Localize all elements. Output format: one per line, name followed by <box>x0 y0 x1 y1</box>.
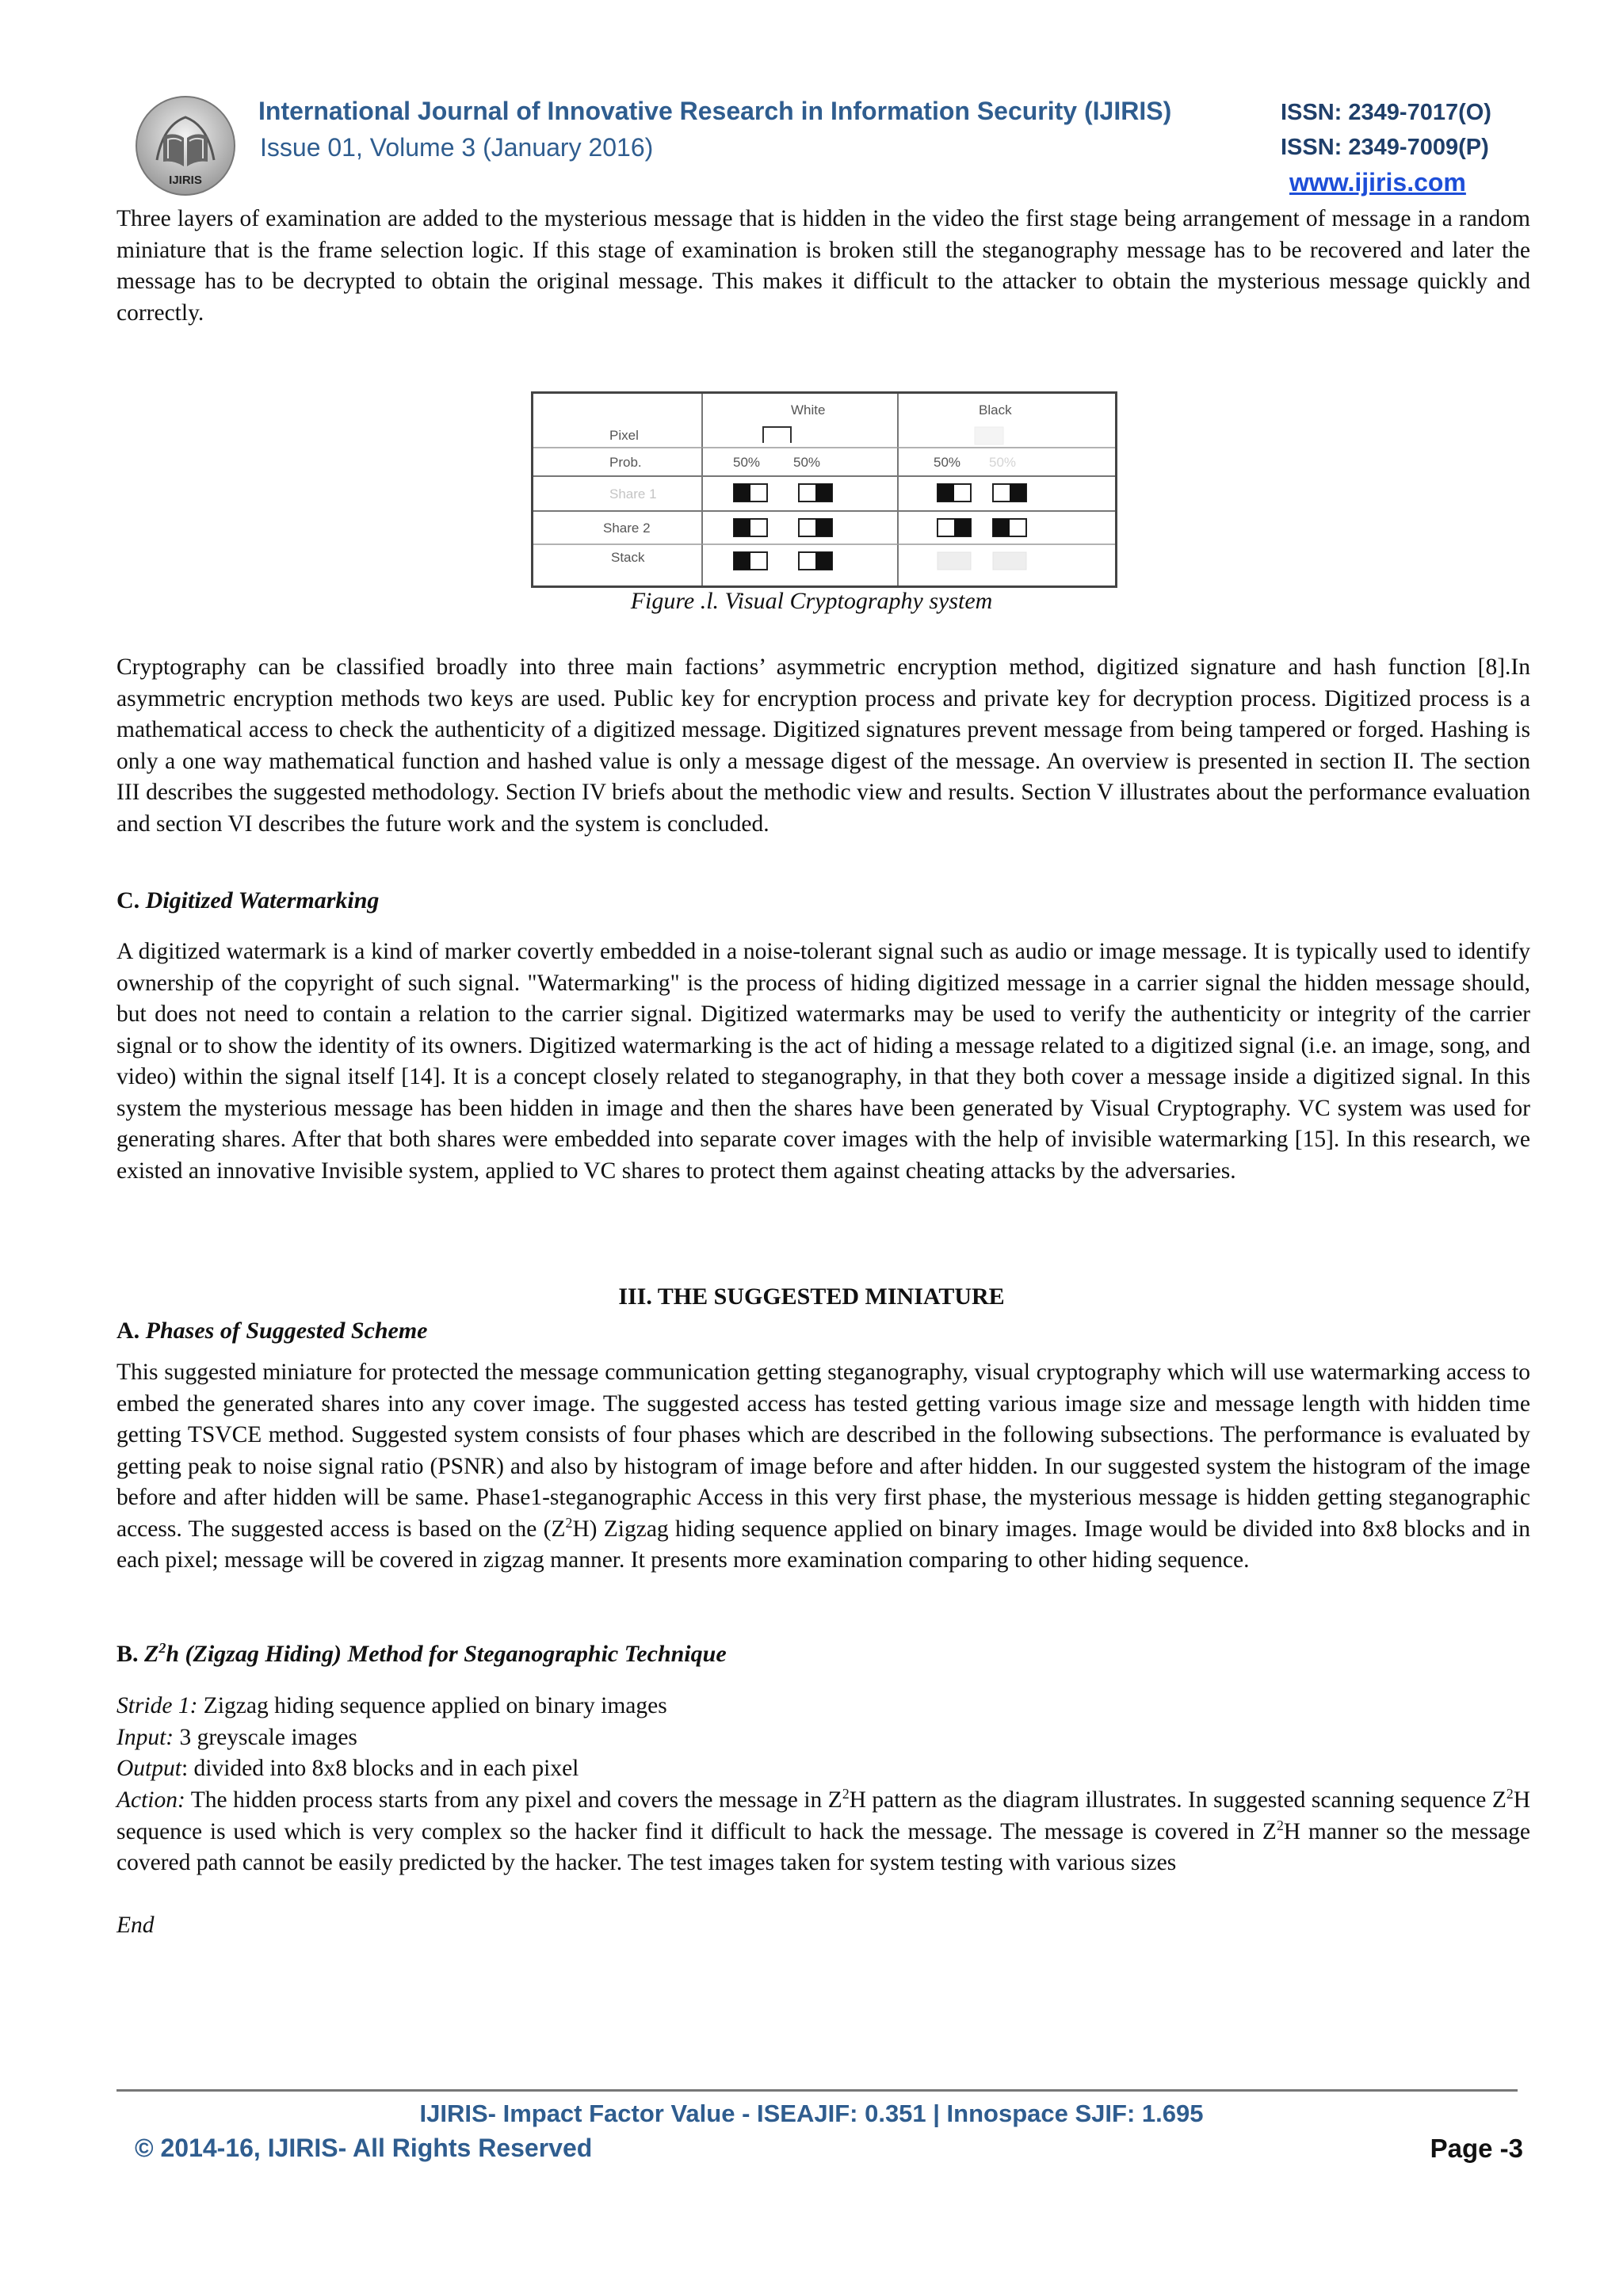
footer-copyright: © 2014-16, IJIRIS- All Rights Reserved <box>135 2134 593 2162</box>
action-paragraph: Action: The hidden process starts from any pixel and covers the message in $Z^2H$ pattern as the diagram illustrates. In suggested scanning sequence $Z^2H$ sequence is used which is very complex so the hacker find it difficult to hack the message. The message is covered in $Z^2H$ manner so the message covered path cannot be easily predicted by the hacker. The test images taken for system testing with various sizes <box>116 1786 1531 1875</box>
journal-issue: Issue 01, Volume 3 (January 2016) <box>260 133 654 162</box>
phases-paragraph: This suggested miniature for protected the message communication getting steganography, visual cryptography which will use watermarking access to embed the generated shares into any cover image. The suggested access has tested getting various image size and message length with hidden time getting TSVCE method. Suggested system consists of four phases which are described in the following subsections. The performance is evaluated by getting peak to noise signal ratio (PSNR) and also by histogram of image before and after hidden. In our suggested system the histogram of the image before and after hidden will be same. Phase1-steganographic Access in this very first phase, the mysterious message is hidden getting steganographic access. The suggested access is based on the $(Z^2H)$ Zigzag hiding sequence applied on binary images. Image would be divided into 8x8 blocks and in each pixel; message will be covered in zigzag manner. It presents more examination comparing to other hiding sequence. <box>116 1360 1530 1573</box>
stack-patterns <box>734 552 1026 570</box>
share1-patterns <box>734 484 1026 502</box>
prob-value-4: 50% <box>989 455 1017 470</box>
footer-impact-factor: IJIRIS- Impact Factor Value - ISEAJIF: 0.351 | Innospace SJIF: 1.695 <box>419 2100 1204 2127</box>
black-pixel-symbol <box>975 427 1003 444</box>
white-pixel-symbol <box>763 427 791 443</box>
logo-text: IJIRIS <box>169 174 202 187</box>
section-3-title: III. THE SUGGESTED MINIATURE <box>618 1283 1005 1310</box>
col-white-label: White <box>791 402 826 418</box>
share2-patterns <box>734 519 1026 536</box>
journal-title: International Journal of Innovative Research in Information Security (IJIRIS) <box>258 97 1172 125</box>
end-line: End <box>116 1913 155 1938</box>
stride-line: Stride 1: Zigzag hiding sequence applied on binary images <box>116 1693 667 1718</box>
row-share1-label: Share 1 <box>609 486 657 502</box>
journal-logo <box>133 93 238 198</box>
page-number: Page -3 <box>1430 2134 1523 2163</box>
figure-caption: Figure .l. Visual Cryptography system <box>630 588 993 614</box>
watermarking-paragraph: A digitized watermark is a kind of marker covertly embedded in a noise-tolerant signal such as audio or image message. It is typically used to identify ownership of the copyright of such signal. "Watermarking" is the process of hiding digitized message in a carrier signal the hidden message should, but does not need to contain a relation to the carrier signal. Digitized watermarks may be used to verify the authenticity or integrity of the carrier signal or to show the identity of its owners. Digitized watermarking is the act of hiding a message related to a digitized signal (i.e. an image, song, and video) within the signal itself [14]. It is a concept closely related to steganography, in that they both cover a message inside a digitized signal. In this system the mysterious message has been hidden in image and then the shares have been generated by Visual Cryptography. VC system was used for generating shares. After that both shares were embedded into separate cover images with the help of invisible watermarking [15]. In this research, we existed an innovative Invisible system, applied to VC shares to protect them against cheating attacks by the adversaries. <box>116 939 1530 1184</box>
row-stack-label: Stack <box>611 550 645 565</box>
issn-online: ISSN: 2349-7017(O) <box>1281 100 1491 125</box>
footer-divider <box>116 2089 1518 2092</box>
prob-value-2: 50% <box>793 455 821 470</box>
input-line: Input: 3 greyscale images <box>116 1725 357 1750</box>
prob-value-1: 50% <box>733 455 761 470</box>
crypto-paragraph: Cryptography can be classified broadly into three main factions’ asymmetric encryption method, digitized signature and hash function [8].In asymmetric encryption methods two keys are used. Public key for encryption process and private key for decryption process. Digitized process is a mathematical access to check the authenticity of a digitized message. Digitized signatures prevent message from being tampered or forged. Hashing is only a one way mathematical function and hashed value is only a message digest of the message. An overview is presented in section II. The section III describes the suggested methodology. Section IV briefs about the methodic view and results. Section V illustrates about the performance evaluation and section VI describes the future work and the system is concluded. <box>116 654 1530 837</box>
row-pixel-label: Pixel <box>609 428 639 443</box>
col-black-label: Black <box>979 402 1012 418</box>
output-line: Output: divided into 8x8 blocks and in each pixel <box>116 1756 579 1781</box>
visual-cryptography-figure <box>531 391 1117 588</box>
section-3a-heading: A. Phases of Suggested Scheme <box>116 1318 428 1344</box>
prob-value-3: 50% <box>934 455 961 470</box>
website-link[interactable]: www.ijiris.com <box>1289 168 1466 196</box>
section-c-heading: C. Digitized Watermarking <box>116 887 380 913</box>
section-3b-heading: B. $Z^2h$ (Zigzag Hiding) Method for Steganographic Technique <box>116 1640 727 1667</box>
row-share2-label: Share 2 <box>603 521 651 536</box>
row-prob-label: Prob. <box>609 455 642 470</box>
intro-paragraph: Three layers of examination are added to the mysterious message that is hidden in the video the first stage being arrangement of message in a random miniature that is the frame selection logic. If this stage of examination is broken still the steganography message has to be recovered and later the message has to be decrypted to obtain the original message. This makes it difficult to the attacker to obtain the mysterious message quickly and correctly. <box>116 206 1530 326</box>
issn-print: ISSN: 2349-7009(P) <box>1281 135 1489 160</box>
